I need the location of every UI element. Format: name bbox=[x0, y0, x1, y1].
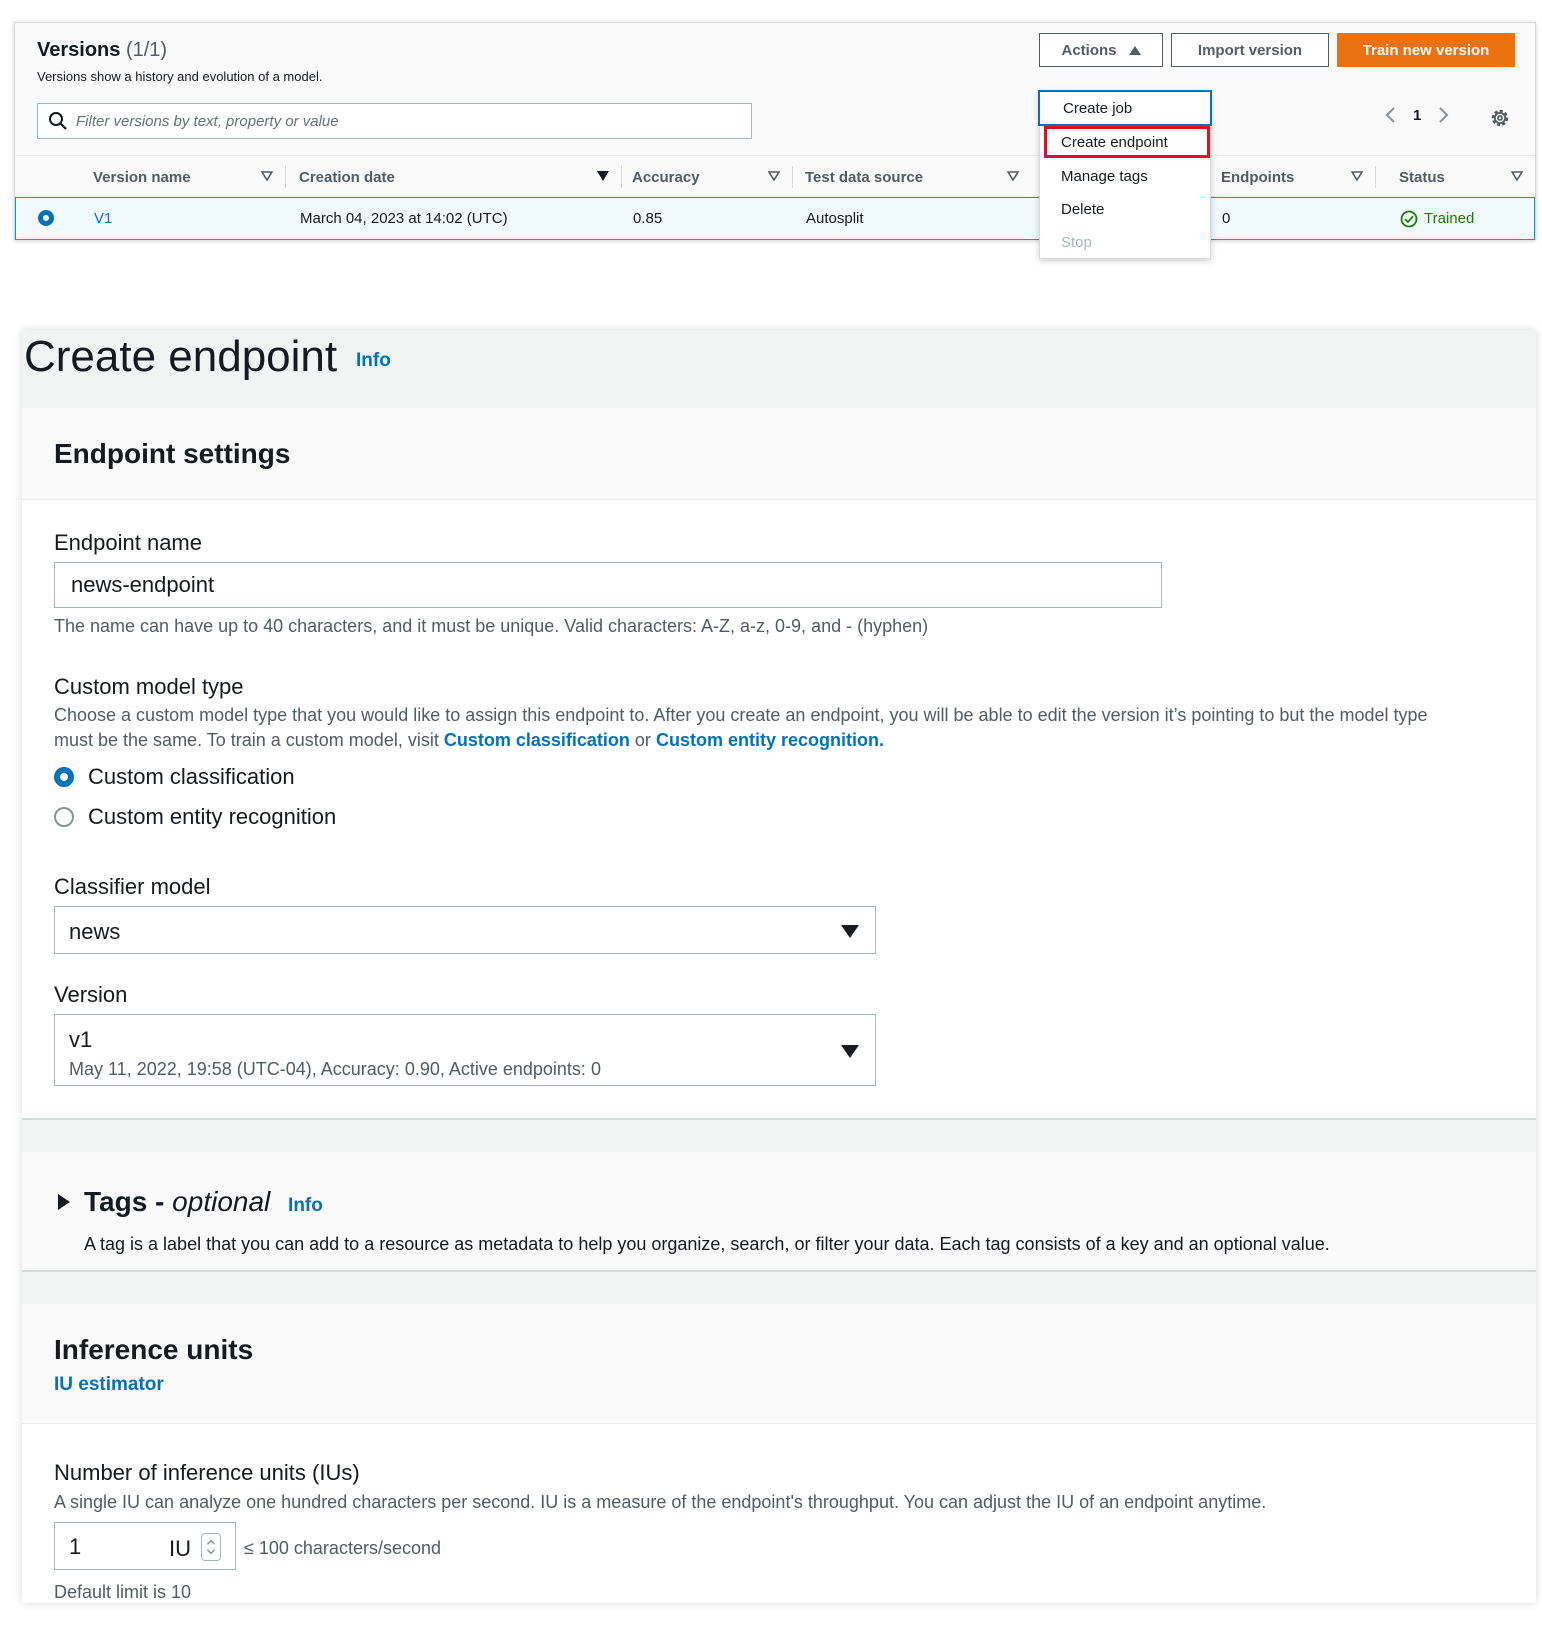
version-label: Version bbox=[54, 982, 128, 1007]
table-row[interactable] bbox=[15, 197, 1535, 240]
menu-item-stop: Stop bbox=[1061, 233, 1092, 251]
classifier-model-select[interactable] bbox=[54, 906, 876, 954]
spinner-icon[interactable] bbox=[201, 1533, 221, 1561]
versions-panel bbox=[14, 22, 1536, 251]
sort-icon bbox=[1007, 171, 1019, 181]
sort-icon bbox=[1511, 171, 1523, 181]
chevron-right-icon[interactable] bbox=[1437, 105, 1451, 125]
radio-label: Custom classification bbox=[88, 764, 295, 789]
menu-item-create-endpoint[interactable]: Create endpoint bbox=[1044, 126, 1210, 158]
column-label: Endpoints bbox=[1221, 168, 1295, 186]
endpoint-name-hint: The name can have up to 40 characters, and it must be unique. Valid characters: A-Z, a-z, 0-9, and - (hyphen) bbox=[54, 616, 929, 636]
column-endpoints[interactable] bbox=[1221, 156, 1375, 198]
inference-units-panel bbox=[22, 1304, 1536, 1603]
version-value: v1 bbox=[69, 1027, 93, 1052]
actions-label: Actions bbox=[1061, 41, 1117, 59]
import-label: Import version bbox=[1197, 41, 1303, 59]
gear-icon[interactable] bbox=[1489, 107, 1511, 129]
radio-custom-classification[interactable] bbox=[54, 764, 295, 790]
desc-line-2-text: must be the same. To train a custom model, visit bbox=[54, 730, 439, 750]
custom-model-type-desc bbox=[54, 703, 1428, 753]
table-header bbox=[15, 155, 1535, 197]
tags-heading[interactable] bbox=[84, 1186, 323, 1218]
menu-item-create-job[interactable]: Create job bbox=[1038, 90, 1212, 126]
test-data-source-cell: Autosplit bbox=[806, 210, 864, 227]
caret-up-icon bbox=[1129, 46, 1141, 55]
tags-panel bbox=[22, 1152, 1536, 1272]
num-iu-label: Number of inference units (IUs) bbox=[54, 1460, 360, 1485]
column-version-name[interactable] bbox=[93, 156, 285, 198]
versions-title-text: Versions bbox=[37, 39, 121, 61]
iu-default-limit: Default limit is 10 bbox=[54, 1582, 192, 1602]
endpoints-cell: 0 bbox=[1222, 210, 1231, 227]
status-badge bbox=[1400, 198, 1474, 239]
custom-classification-link[interactable]: Custom classification bbox=[443, 730, 630, 750]
sort-icon bbox=[1351, 171, 1363, 181]
actions-button[interactable] bbox=[1039, 33, 1163, 67]
page-number[interactable]: 1 bbox=[1413, 106, 1422, 124]
caret-down-icon bbox=[841, 1045, 859, 1058]
column-creation-date[interactable] bbox=[299, 156, 621, 198]
pagination bbox=[1383, 105, 1451, 125]
creation-date-cell: March 04, 2023 at 14:02 (UTC) bbox=[300, 210, 508, 227]
filter-input[interactable] bbox=[76, 113, 726, 130]
custom-entity-recognition-link[interactable]: Custom entity recognition. bbox=[655, 730, 884, 750]
menu-item-manage-tags[interactable]: Manage tags bbox=[1061, 167, 1148, 185]
column-accuracy[interactable] bbox=[632, 156, 792, 198]
panel-header bbox=[22, 408, 1536, 500]
column-status[interactable] bbox=[1399, 156, 1535, 198]
menu-item-delete[interactable]: Delete bbox=[1061, 200, 1105, 218]
desc-or: or bbox=[634, 730, 651, 750]
filter-box bbox=[37, 103, 752, 139]
column-label: Test data source bbox=[805, 168, 924, 186]
panel-header bbox=[22, 1304, 1536, 1424]
num-iu-desc: A single IU can analyze one hundred characters per second. IU is a measure of the endpoint's throughput. You can adjust the IU of an endpoint anytime. bbox=[54, 1492, 1267, 1512]
desc-line-1: Choose a custom model type that you would like to assign this endpoint to. After you create an endpoint, you will be able to edit the version it’s pointing to but the model type bbox=[54, 705, 1428, 725]
accuracy-cell: 0.85 bbox=[633, 210, 663, 227]
version-name-link[interactable]: V1 bbox=[94, 210, 113, 227]
versions-title bbox=[37, 39, 167, 62]
sort-icon bbox=[261, 171, 273, 181]
tags-info-link[interactable]: Info bbox=[288, 1195, 323, 1216]
tags-description: A tag is a label that you can add to a resource as metadata to help you organize, search, or filter your data. Each tag consists of a key and an optional value. bbox=[84, 1234, 1330, 1254]
endpoint-settings-panel bbox=[22, 408, 1536, 1120]
endpoint-name-input[interactable] bbox=[54, 562, 1162, 608]
radio-label: Custom entity recognition bbox=[88, 804, 337, 829]
version-details: May 11, 2022, 19:58 (UTC-04), Accuracy: 0.90, Active endpoints: 0 bbox=[69, 1059, 601, 1079]
tags-heading-text: Tags - bbox=[84, 1186, 165, 1217]
classifier-model-label: Classifier model bbox=[54, 874, 211, 899]
column-test-data-source[interactable] bbox=[805, 156, 1031, 198]
sort-desc-icon bbox=[597, 171, 609, 181]
inference-units-heading: Inference units bbox=[54, 1334, 254, 1365]
train-new-version-button[interactable] bbox=[1337, 33, 1515, 67]
version-select[interactable] bbox=[54, 1014, 876, 1086]
chevron-left-icon[interactable] bbox=[1383, 105, 1397, 125]
check-circle-icon bbox=[1400, 210, 1418, 228]
page-title: Create endpoint bbox=[24, 332, 338, 381]
column-label: Accuracy bbox=[632, 168, 700, 186]
iu-rate: ≤ 100 characters/second bbox=[244, 1538, 441, 1558]
expand-caret-icon[interactable] bbox=[58, 1194, 70, 1210]
sort-icon bbox=[768, 171, 780, 181]
caret-down-icon bbox=[841, 925, 859, 938]
status-text: Trained bbox=[1424, 210, 1475, 227]
endpoint-settings-heading: Endpoint settings bbox=[54, 438, 291, 469]
title-info-link[interactable]: Info bbox=[356, 350, 391, 371]
custom-model-type-label: Custom model type bbox=[54, 674, 244, 699]
classifier-model-value: news bbox=[69, 919, 121, 944]
versions-count: (1/1) bbox=[125, 39, 168, 61]
desc-line-2 bbox=[54, 728, 1428, 753]
column-label: Creation date bbox=[299, 168, 395, 186]
create-endpoint-page bbox=[22, 330, 1536, 1603]
tags-optional: optional bbox=[172, 1186, 271, 1217]
iu-unit: IU bbox=[169, 1536, 191, 1561]
column-label: Version name bbox=[93, 168, 191, 186]
versions-description: Versions show a history and evolution of a model. bbox=[37, 69, 323, 84]
iu-estimator-link[interactable]: IU estimator bbox=[54, 1374, 164, 1395]
radio-selected[interactable] bbox=[54, 767, 74, 787]
iu-stepper[interactable] bbox=[54, 1522, 236, 1570]
search-icon bbox=[48, 111, 68, 131]
radio-custom-entity-recognition[interactable] bbox=[54, 804, 336, 830]
column-label: Status bbox=[1399, 168, 1445, 186]
endpoint-name-label: Endpoint name bbox=[54, 530, 202, 555]
import-version-button[interactable] bbox=[1171, 33, 1329, 67]
radio-unselected[interactable] bbox=[54, 807, 74, 827]
train-label: Train new version bbox=[1362, 41, 1490, 59]
iu-value[interactable]: 1 bbox=[69, 1534, 82, 1559]
row-select-radio[interactable] bbox=[38, 210, 54, 226]
actions-menu bbox=[1039, 91, 1211, 259]
